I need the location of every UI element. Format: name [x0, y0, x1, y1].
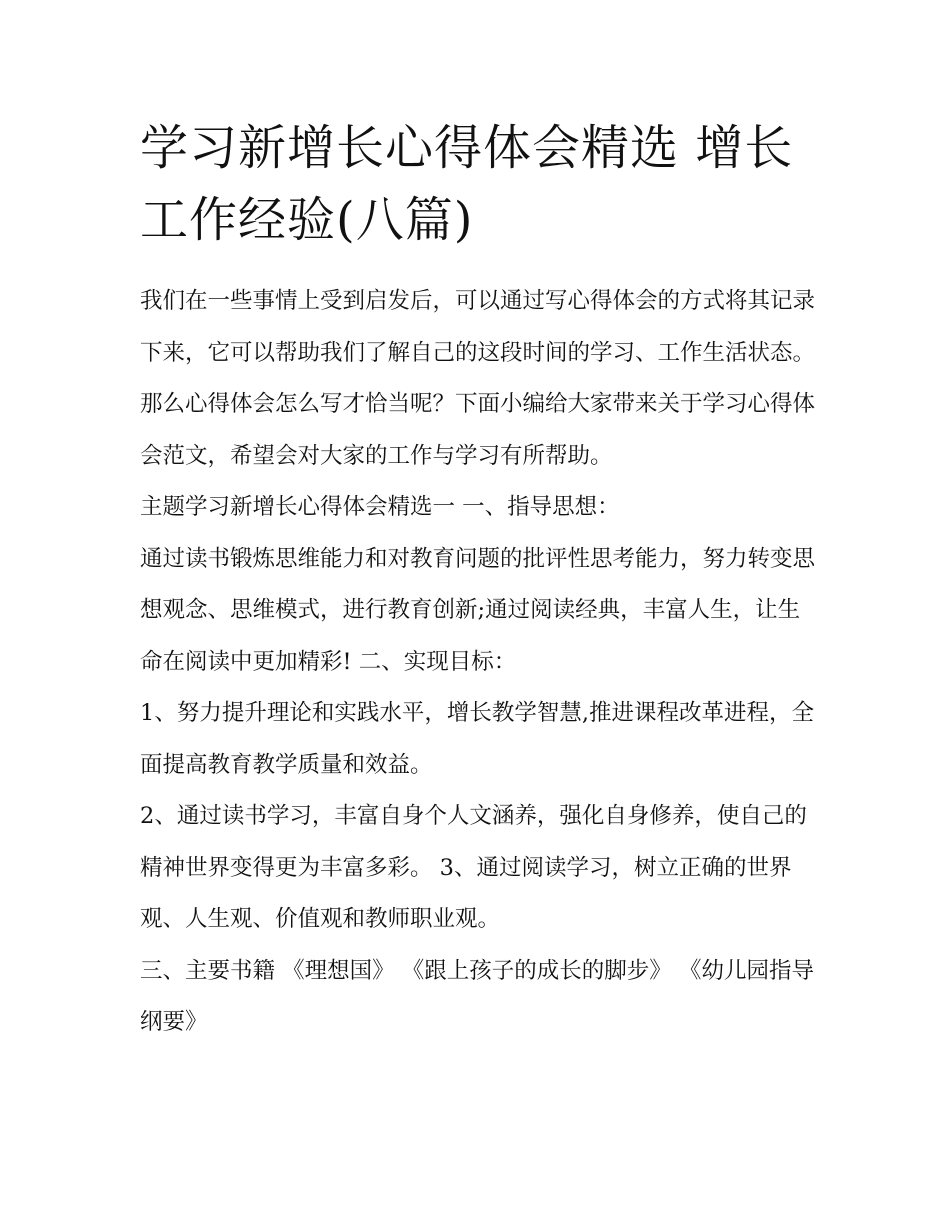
guiding-thought-paragraph: 通过读书锻炼思维能力和对教育问题的批评性思考能力，努力转变思想观念、思维模式，进行教育创新;通过阅读经典，丰富人生，让生命在阅读中更加精彩! 二、实现目标：	[140, 545, 816, 675]
document-body	[140, 276, 815, 1049]
main-books-paragraph: 三、主要书籍 《理想国》 《跟上孩子的成长的脚步》 《幼儿园指导纲要》	[140, 957, 814, 1035]
document-title: 学习新增长心得体会精选 增长工作经验(八篇)	[140, 120, 794, 248]
intro-paragraph: 我们在一些事情上受到启发后，可以通过写心得体会的方式将其记录下来，它可以帮助我们了解自己的这段时间的学习、工作生活状态。那么心得体会怎么写才恰当呢？下面小编给大家带来关于学习心得体会范文，希望会对大家的工作与学习有所帮助。	[140, 288, 816, 469]
section-heading-guiding-thought: 主题学习新增长心得体会精选一 一、指导思想：	[140, 494, 620, 520]
goal-item-1: 1、努力提升理论和实践水平，增长教学智慧,推进课程改革进程，全面提高教育教学质量和效益。	[140, 700, 814, 778]
goal-item-2-3: 2、通过读书学习，丰富自身个人文涵养，强化自身修养，使自己的精神世界变得更为丰富多彩。 3、通过阅读学习，树立正确的世界观、人生观、价值观和教师职业观。	[140, 803, 807, 932]
